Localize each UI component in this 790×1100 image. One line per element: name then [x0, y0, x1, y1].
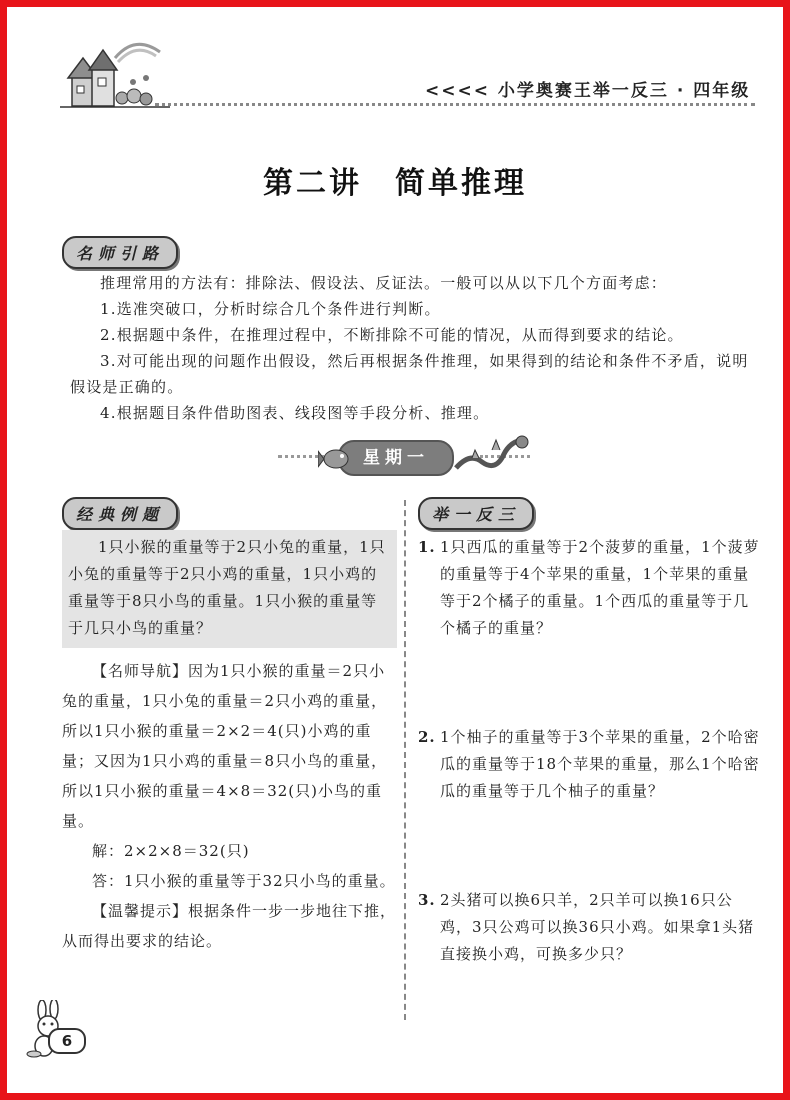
- lecture-title: 第二讲 简单推理: [263, 166, 527, 201]
- practice-item-number: 1.: [418, 538, 436, 556]
- intro-line: 2.根据题中条件，在推理过程中，不断排除不可能的情况，从而得到要求的结论。: [100, 326, 684, 344]
- tip-label: 【温馨提示】: [92, 902, 189, 920]
- intro-line: 推理常用的方法有：排除法、假设法、反证法。一般可以从以下几个方面考虑：: [100, 274, 668, 292]
- practice-item-number: 2.: [418, 728, 436, 746]
- intro-line: 3.对可能出现的问题作出假设，然后再根据条件推理，如果得到的结论和条件不矛盾，说明假设是正确的。: [70, 352, 749, 396]
- guide-text: 因为1只小猴的重量＝2只小兔的重量，1只小兔的重量＝2只小鸡的重量，所以1只小猴的重量＝2×2＝4(只)小鸡的重量；又因为1只小鸡的重量＝8只小鸟的重量，所以1只小猴的重量＝4×8＝32(只)小鸟的重量。: [62, 662, 388, 830]
- practice-item-number: 3.: [418, 891, 436, 909]
- tip-text: 根据条件一步一步地往下推，从而得出要求的结论。: [62, 902, 397, 950]
- example-tag: 经典例题: [62, 497, 178, 530]
- day-label: 星期一: [338, 440, 454, 476]
- answer-line: 答：1只小猴的重量等于32只小鸟的重量。: [92, 872, 396, 890]
- practice-item-text: 1个柚子的重量等于3个苹果的重量，2个哈密瓜的重量等于18个苹果的重量，那么1个哈密瓜的重量等于几个柚子的重量？: [440, 728, 760, 800]
- intro-line: 1.选准突破口，分析时综合几个条件进行判断。: [100, 300, 441, 318]
- guide-label: 【名师导航】: [92, 662, 189, 680]
- practice-tag: 举一反三: [418, 497, 534, 530]
- practice-item-text: 1只西瓜的重量等于2个菠萝的重量，1个菠萝的重量等于4个苹果的重量，1个苹果的重量等于2个橘子的重量。1个西瓜的重量等于几个橘子的重量？: [440, 538, 760, 637]
- solution-line: 解：2×2×8＝32(只): [92, 842, 250, 860]
- practice-item-text: 2头猪可以换6只羊，2只羊可以换16只公鸡，3只公鸡可以换36只小鸡。如果拿1头猪直接换小鸡，可换多少只？: [440, 891, 755, 963]
- series-title: <<<< 小学奥赛王举一反三 · 四年级: [425, 81, 751, 101]
- example-problem: 1只小猴的重量等于2只小兔的重量，1只小兔的重量等于2只小鸡的重量，1只小鸡的重量等于8只小鸟的重量。1只小猴的重量等于几只小鸟的重量？: [68, 538, 386, 637]
- intro-tag: 名师引路: [62, 236, 178, 269]
- intro-line: 4.根据题目条件借助图表、线段图等手段分析、推理。: [100, 404, 490, 422]
- page-number: 6: [48, 1028, 86, 1054]
